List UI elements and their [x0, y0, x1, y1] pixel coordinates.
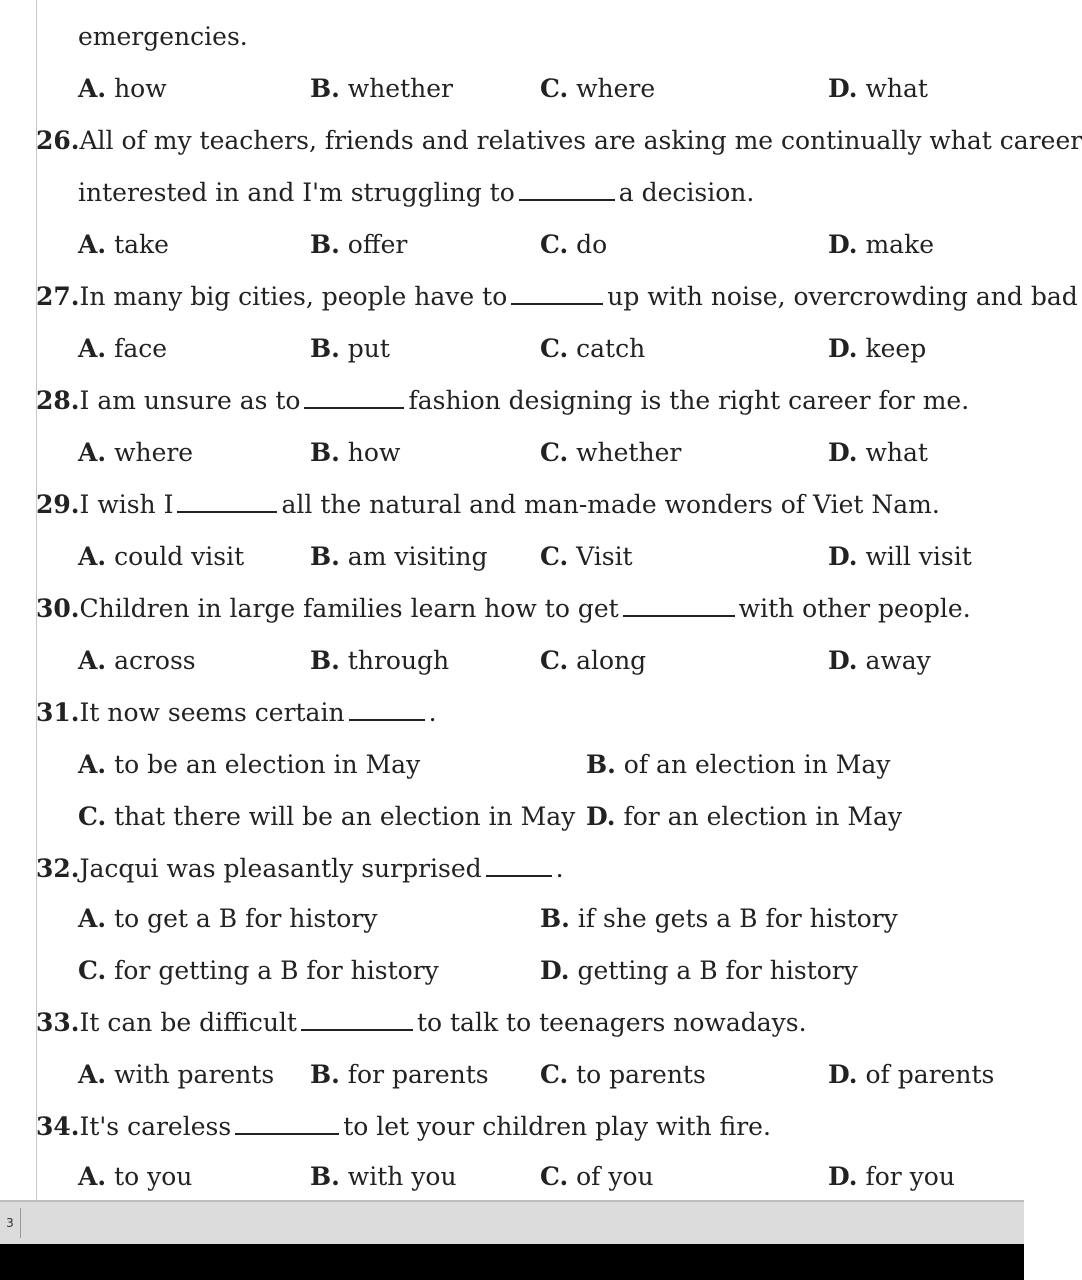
q28-blank	[304, 389, 404, 409]
q26-option-c: C. do	[540, 230, 608, 259]
q28-option-a: A. where	[78, 438, 194, 467]
q26-option-b: B. offer	[310, 230, 408, 259]
q29-option-a: A. could visit	[78, 542, 245, 571]
q26-stem-line1: 26.All of my teachers, friends and relatives are asking me continually what career	[36, 126, 1082, 155]
q34-option-a: A. to you	[78, 1162, 193, 1191]
q32-option-b: B. if she gets a B for history	[540, 904, 898, 933]
q34-option-c: C. of you	[540, 1162, 654, 1191]
q31-option-c: C. that there will be an election in May	[78, 802, 576, 831]
q33-blank	[301, 1011, 413, 1031]
q32-option-c: C. for getting a B for history	[78, 956, 439, 985]
q26-stem-line2: interested in and I'm struggling to a decision.	[78, 178, 755, 207]
intro-text: emergencies.	[78, 22, 248, 51]
q31-option-a: A. to be an election in May	[78, 750, 421, 779]
q27-option-d: D. keep	[828, 334, 927, 363]
screen-bottom-band	[0, 1244, 1024, 1280]
q33-option-b: B. for parents	[310, 1060, 489, 1089]
q30-option-a: A. across	[78, 646, 196, 675]
q25-option-a: A. how	[78, 74, 167, 103]
q29-option-b: B. am visiting	[310, 542, 488, 571]
q29-blank	[177, 493, 277, 513]
q30-stem: 30.Children in large families learn how to get with other people.	[36, 594, 971, 623]
q27-stem: 27.In many big cities, people have to up with noise, overcrowding and bad	[36, 282, 1078, 311]
q30-option-c: C. along	[540, 646, 647, 675]
q28-stem: 28.I am unsure as to fashion designing is the right career for me.	[36, 386, 970, 415]
q27-option-b: B. put	[310, 334, 390, 363]
q28-option-d: D. what	[828, 438, 928, 467]
q33-option-d: D. of parents	[828, 1060, 995, 1089]
q26-option-a: A. take	[78, 230, 169, 259]
q32-stem: 32.Jacqui was pleasantly surprised .	[36, 854, 564, 883]
q33-option-c: C. to parents	[540, 1060, 706, 1089]
q27-option-c: C. catch	[540, 334, 646, 363]
q31-option-b: B. of an election in May	[586, 750, 891, 779]
q25-option-d: D. what	[828, 74, 928, 103]
q32-option-a: A. to get a B for history	[78, 904, 378, 933]
status-bar	[0, 1200, 1024, 1246]
q28-option-b: B. how	[310, 438, 401, 467]
q31-blank	[349, 701, 425, 721]
q34-blank	[235, 1115, 339, 1135]
q28-option-c: C. whether	[540, 438, 682, 467]
q29-stem: 29.I wish I all the natural and man-made wonders of Viet Nam.	[36, 490, 940, 519]
q31-option-d: D. for an election in May	[586, 802, 903, 831]
q33-option-a: A. with parents	[78, 1060, 275, 1089]
q25-option-c: C. where	[540, 74, 656, 103]
q33-stem: 33.It can be difficult to talk to teenagers nowadays.	[36, 1008, 807, 1037]
q32-option-d: D. getting a B for history	[540, 956, 858, 985]
q26-option-d: D. make	[828, 230, 935, 259]
q30-blank	[623, 597, 735, 617]
q29-option-c: C. Visit	[540, 542, 633, 571]
status-page-cell[interactable]: 3	[0, 1208, 21, 1238]
q27-blank	[511, 285, 603, 305]
q34-stem: 34.It's careless to let your children play with fire.	[36, 1112, 771, 1141]
q30-option-b: B. through	[310, 646, 450, 675]
q29-option-d: D. will visit	[828, 542, 972, 571]
q31-stem: 31.It now seems certain .	[36, 698, 437, 727]
q32-blank	[486, 857, 552, 877]
q25-option-b: B. whether	[310, 74, 453, 103]
q27-option-a: A. face	[78, 334, 168, 363]
q34-option-b: B. with you	[310, 1162, 457, 1191]
q26-blank	[519, 181, 615, 201]
q34-option-d: D. for you	[828, 1162, 955, 1191]
q30-option-d: D. away	[828, 646, 931, 675]
